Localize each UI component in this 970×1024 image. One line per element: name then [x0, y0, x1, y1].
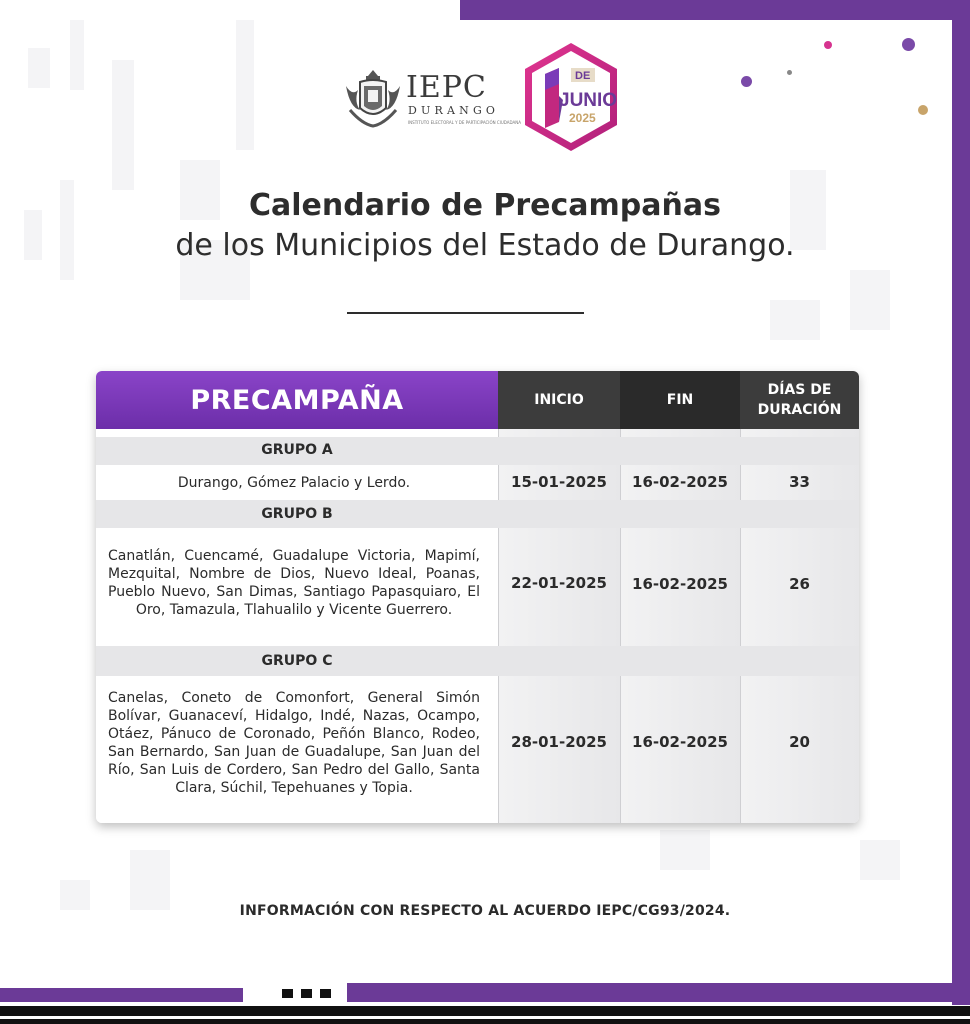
group-a-dias: 33 — [789, 473, 810, 491]
title-divider — [347, 312, 584, 314]
header-fin: FIN — [620, 371, 740, 429]
frame-right-bar — [952, 0, 970, 1005]
precampaign-calendar-table — [96, 371, 859, 823]
group-b-label: GRUPO B — [261, 506, 333, 522]
group-c-dias: 20 — [789, 733, 810, 751]
confetti-dot — [824, 41, 832, 49]
group-a-fin: 16-02-2025 — [632, 473, 728, 491]
header-inicio: INICIO — [498, 371, 620, 429]
frame-bottom-right-bar — [347, 983, 970, 1002]
page-title: Calendario de Precampañas — [249, 188, 721, 223]
svg-text:2025: 2025 — [569, 111, 596, 125]
group-b-inicio: 22-01-2025 — [511, 574, 607, 592]
group-a-inicio: 15-01-2025 — [511, 473, 607, 491]
header-precampana: PRECAMPAÑA — [96, 371, 498, 429]
bg-square — [770, 300, 820, 340]
group-c-municipios: Canelas, Coneto de Comonfort, General Simón Bolívar, Guanaceví, Hidalgo, Indé, Nazas, Ocampo, Otáez, Pánuco de Coronado, Peñón Blanco, Rodeo, San Bernardo, San Juan de Guadalupe, San Juan del Río, San Luis de Cordero, San Pedro del Gallo, Santa Clara, Súchil, Tepehuanes y Topia. — [108, 690, 480, 796]
footer-agreement-note: INFORMACIÓN CON RESPECTO AL ACUERDO IEPC/CG93/2024. — [239, 903, 731, 919]
page-subtitle: de los Municipios del Estado de Durango. — [175, 228, 795, 263]
header-dias-line1: DÍAS DE — [767, 382, 832, 398]
header-dias-line2: DURACIÓN — [757, 402, 842, 418]
group-a-label: GRUPO A — [261, 442, 333, 458]
bg-square — [70, 20, 84, 90]
group-a-municipios: Durango, Gómez Palacio y Lerdo. — [177, 475, 411, 491]
bg-square — [28, 48, 50, 88]
frame-bottom-black-bar — [0, 1006, 970, 1016]
confetti-dot — [902, 38, 915, 51]
confetti-dot — [741, 76, 752, 87]
bg-square — [236, 20, 254, 150]
bg-square — [660, 830, 710, 870]
svg-text:JUNIO: JUNIO — [559, 90, 618, 111]
bg-square — [130, 850, 170, 910]
frame-top-bar — [460, 0, 970, 20]
ellipsis-dots — [282, 989, 331, 998]
bg-square — [850, 270, 890, 330]
iepc-state: DURANGO — [408, 104, 500, 117]
iepc-emblem-icon — [342, 66, 404, 132]
confetti-dot — [787, 70, 792, 75]
group-b-municipios: Canatlán, Cuencamé, Guadalupe Victoria, Mapimí, Mezquital, Nombre de Dios, Nuevo Ideal, Poanas, Pueblo Nuevo, San Dimas, Santiago Papasquiaro, El Oro, Tamazula, Tlahualilo y Vicente Guerrero. — [108, 548, 480, 618]
group-c-fin: 16-02-2025 — [632, 733, 728, 751]
iepc-name: IEPC — [406, 70, 487, 105]
frame-bottom-left-bar — [0, 988, 243, 1002]
group-c-inicio: 28-01-2025 — [511, 733, 607, 751]
group-b-dias: 26 — [789, 575, 810, 593]
frame-bottom-thin-bar — [0, 1019, 970, 1024]
bg-square — [112, 60, 134, 190]
header-dias-duracion — [740, 371, 859, 429]
group-b-fin: 16-02-2025 — [632, 575, 728, 593]
iepc-logo — [342, 66, 521, 132]
bg-square — [860, 840, 900, 880]
election-day-badge — [519, 40, 623, 154]
confetti-dot — [918, 105, 928, 115]
group-c-label: GRUPO C — [261, 653, 333, 669]
iepc-tagline: INSTITUTO ELECTORAL Y DE PARTICIPACIÓN CIUDADANA — [408, 120, 521, 125]
svg-text:DE: DE — [575, 70, 591, 82]
